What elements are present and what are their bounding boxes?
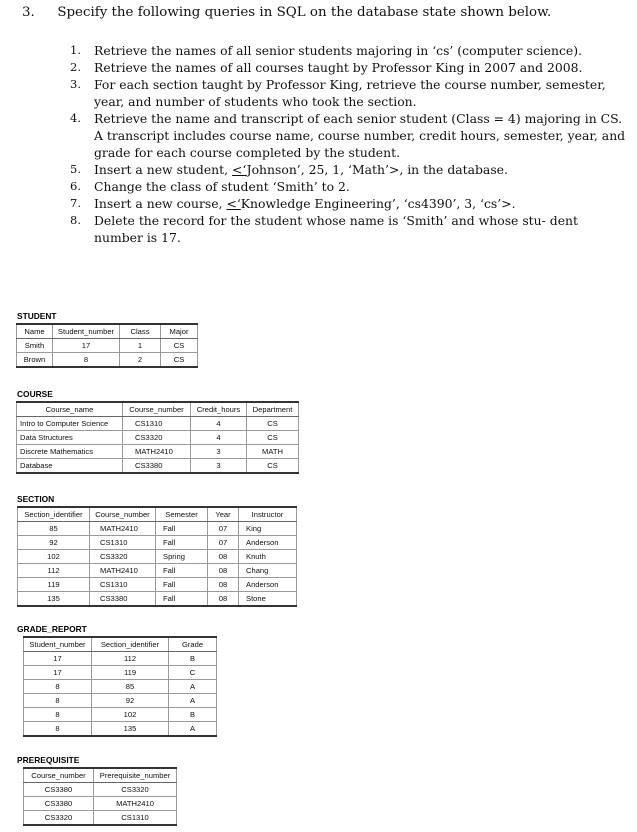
section-table-title: SECTION bbox=[17, 494, 55, 504]
column-header: Major bbox=[161, 324, 198, 339]
query-text: Retrieve the names of all senior students majoring in ‘cs’ (computer science). bbox=[94, 43, 582, 58]
column-header: Student_number bbox=[24, 637, 92, 652]
table-cell: CS3320 bbox=[94, 783, 177, 797]
table-cell: 92 bbox=[18, 536, 90, 550]
column-header: Year bbox=[208, 507, 239, 522]
grade-report-table bbox=[23, 636, 217, 737]
query-number: 4. bbox=[70, 111, 81, 125]
prerequisite-table-title: PREREQUISITE bbox=[17, 755, 80, 765]
table-row bbox=[17, 445, 299, 459]
query-item bbox=[70, 42, 630, 59]
column-header: Name bbox=[17, 324, 53, 339]
table-row bbox=[18, 536, 297, 550]
table-cell: Data Structures bbox=[17, 431, 123, 445]
table-cell: CS1310 bbox=[90, 578, 156, 592]
table-cell: CS bbox=[247, 431, 299, 445]
table-cell: Fall bbox=[156, 522, 208, 536]
table-row bbox=[17, 353, 198, 368]
section-table bbox=[17, 506, 297, 607]
table-cell: Anderson bbox=[239, 536, 297, 550]
table-cell: Knuth bbox=[239, 550, 297, 564]
column-header: Class bbox=[120, 324, 161, 339]
column-header: Section_identifier bbox=[18, 507, 90, 522]
column-header: Course_number bbox=[90, 507, 156, 522]
query-number: 5. bbox=[70, 162, 81, 176]
query-number: 3. bbox=[70, 77, 81, 91]
table-cell: CS1310 bbox=[123, 417, 191, 431]
table-cell: 8 bbox=[24, 680, 92, 694]
table-cell: Brown bbox=[17, 353, 53, 368]
table-cell: 17 bbox=[24, 652, 92, 666]
table-cell: CS3320 bbox=[24, 811, 94, 826]
column-header: Department bbox=[247, 402, 299, 417]
table-cell: A bbox=[169, 680, 217, 694]
table-cell: Stone bbox=[239, 592, 297, 607]
query-underlined: <‘ bbox=[226, 196, 241, 211]
table-cell: 119 bbox=[18, 578, 90, 592]
query-item bbox=[70, 178, 630, 195]
table-row bbox=[17, 459, 299, 474]
student-table-title: STUDENT bbox=[17, 311, 57, 321]
table-cell: 135 bbox=[18, 592, 90, 607]
query-item bbox=[70, 195, 630, 212]
table-cell: A bbox=[169, 722, 217, 737]
query-text: Insert a new student, bbox=[94, 162, 233, 177]
question-prompt: Specify the following queries in SQL on the database state shown below. bbox=[57, 5, 552, 20]
table-cell: Anderson bbox=[239, 578, 297, 592]
course-table-title: COURSE bbox=[17, 389, 53, 399]
query-number: 2. bbox=[70, 60, 81, 74]
table-cell: Fall bbox=[156, 578, 208, 592]
query-number: 8. bbox=[70, 213, 81, 227]
table-row bbox=[18, 522, 297, 536]
table-cell: MATH2410 bbox=[94, 797, 177, 811]
query-item bbox=[70, 212, 630, 246]
table-cell: CS3380 bbox=[123, 459, 191, 474]
table-cell: CS3380 bbox=[24, 797, 94, 811]
column-header: Credit_hours bbox=[191, 402, 247, 417]
table-cell: 17 bbox=[53, 339, 120, 353]
column-header: Course_number bbox=[123, 402, 191, 417]
table-row bbox=[24, 783, 177, 797]
table-row bbox=[24, 694, 217, 708]
column-header: Prerequisite_number bbox=[94, 768, 177, 783]
table-cell: 8 bbox=[24, 708, 92, 722]
query-number: 1. bbox=[70, 43, 81, 57]
table-row bbox=[17, 417, 299, 431]
table-cell: MATH2410 bbox=[90, 522, 156, 536]
table-cell: MATH bbox=[247, 445, 299, 459]
table-cell: CS bbox=[247, 417, 299, 431]
table-row bbox=[18, 592, 297, 607]
query-text: Delete the record for the student whose name is ‘Smith’ and whose stu- dent number is 17. bbox=[94, 213, 578, 245]
table-row bbox=[24, 811, 177, 826]
table-cell: 07 bbox=[208, 536, 239, 550]
table-cell: CS3380 bbox=[24, 783, 94, 797]
query-underlined: <‘ bbox=[232, 162, 247, 177]
table-cell: 8 bbox=[24, 694, 92, 708]
table-row bbox=[24, 722, 217, 737]
student-table bbox=[16, 323, 198, 368]
table-cell: Intro to Computer Science bbox=[17, 417, 123, 431]
question-heading bbox=[22, 5, 551, 20]
table-cell: 135 bbox=[92, 722, 169, 737]
column-header: Section_identifier bbox=[92, 637, 169, 652]
prerequisite-table bbox=[23, 767, 177, 826]
table-cell: C bbox=[169, 666, 217, 680]
table-cell: CS3380 bbox=[90, 592, 156, 607]
table-cell: 4 bbox=[191, 417, 247, 431]
query-text: Change the class of student ‘Smith’ to 2. bbox=[94, 179, 350, 194]
table-cell: 112 bbox=[92, 652, 169, 666]
column-header: Student_number bbox=[53, 324, 120, 339]
query-text: Insert a new course, bbox=[94, 196, 227, 211]
table-cell: Fall bbox=[156, 592, 208, 607]
table-cell: Database bbox=[17, 459, 123, 474]
table-header-row bbox=[17, 324, 198, 339]
table-row bbox=[24, 708, 217, 722]
column-header: Grade bbox=[169, 637, 217, 652]
query-text: For each section taught by Professor King, retrieve the course number, semester, year, and number of students who took the section. bbox=[94, 77, 606, 109]
query-item bbox=[70, 76, 630, 110]
table-cell: King bbox=[239, 522, 297, 536]
table-cell: A bbox=[169, 694, 217, 708]
column-header: Course_name bbox=[17, 402, 123, 417]
table-row bbox=[18, 564, 297, 578]
table-cell: Smith bbox=[17, 339, 53, 353]
table-cell: B bbox=[169, 652, 217, 666]
table-header-row bbox=[18, 507, 297, 522]
table-cell: 17 bbox=[24, 666, 92, 680]
column-header: Course_number bbox=[24, 768, 94, 783]
table-cell: 08 bbox=[208, 578, 239, 592]
query-text: Retrieve the names of all courses taught by Professor King in 2007 and 2008. bbox=[94, 60, 583, 75]
table-cell: 08 bbox=[208, 592, 239, 607]
table-cell: 3 bbox=[191, 445, 247, 459]
query-number: 7. bbox=[70, 196, 81, 210]
table-header-row bbox=[24, 637, 217, 652]
table-cell: MATH2410 bbox=[90, 564, 156, 578]
table-row bbox=[24, 680, 217, 694]
table-cell: 07 bbox=[208, 522, 239, 536]
table-cell: 08 bbox=[208, 550, 239, 564]
table-cell: 119 bbox=[92, 666, 169, 680]
table-cell: 102 bbox=[18, 550, 90, 564]
table-row bbox=[24, 652, 217, 666]
column-header: Instructor bbox=[239, 507, 297, 522]
column-header: Semester bbox=[156, 507, 208, 522]
table-header-row bbox=[17, 402, 299, 417]
table-cell: 8 bbox=[24, 722, 92, 737]
table-cell: MATH2410 bbox=[123, 445, 191, 459]
table-cell: 112 bbox=[18, 564, 90, 578]
table-row bbox=[18, 578, 297, 592]
table-cell: CS3320 bbox=[90, 550, 156, 564]
table-cell: Spring bbox=[156, 550, 208, 564]
table-cell: 85 bbox=[92, 680, 169, 694]
table-cell: Fall bbox=[156, 564, 208, 578]
query-text: Knowledge Engineering’, ‘cs4390’, 3, ‘cs’>. bbox=[240, 196, 516, 211]
table-cell: 8 bbox=[53, 353, 120, 368]
table-cell: Fall bbox=[156, 536, 208, 550]
table-cell: CS bbox=[247, 459, 299, 474]
table-row bbox=[18, 550, 297, 564]
table-cell: 1 bbox=[120, 339, 161, 353]
query-item bbox=[70, 59, 630, 76]
query-number: 6. bbox=[70, 179, 81, 193]
table-row bbox=[17, 339, 198, 353]
table-cell: 92 bbox=[92, 694, 169, 708]
grade-report-table-title: GRADE_REPORT bbox=[17, 624, 87, 634]
table-cell: CS bbox=[161, 353, 198, 368]
table-cell: 2 bbox=[120, 353, 161, 368]
table-cell: CS1310 bbox=[90, 536, 156, 550]
table-cell: CS1310 bbox=[94, 811, 177, 826]
table-cell: 102 bbox=[92, 708, 169, 722]
table-header-row bbox=[24, 768, 177, 783]
table-cell: B bbox=[169, 708, 217, 722]
table-row bbox=[17, 431, 299, 445]
query-text: Retrieve the name and transcript of each senior student (Class = 4) majoring in CS. A transcript includes course name, course number, credit hours, semester, year, and grade for each course completed by the student. bbox=[94, 111, 626, 160]
table-row bbox=[24, 797, 177, 811]
table-cell: Discrete Mathematics bbox=[17, 445, 123, 459]
table-cell: 85 bbox=[18, 522, 90, 536]
query-item bbox=[70, 110, 630, 161]
query-item bbox=[70, 161, 630, 178]
table-cell: Chang bbox=[239, 564, 297, 578]
table-cell: CS bbox=[161, 339, 198, 353]
table-row bbox=[24, 666, 217, 680]
course-table bbox=[16, 401, 299, 474]
table-cell: 4 bbox=[191, 431, 247, 445]
query-list bbox=[70, 42, 630, 246]
table-cell: 08 bbox=[208, 564, 239, 578]
query-text: Johnson’, 25, 1, ‘Math’>, in the database. bbox=[246, 162, 508, 177]
table-cell: CS3320 bbox=[123, 431, 191, 445]
question-number: 3. bbox=[22, 5, 35, 20]
table-cell: 3 bbox=[191, 459, 247, 474]
